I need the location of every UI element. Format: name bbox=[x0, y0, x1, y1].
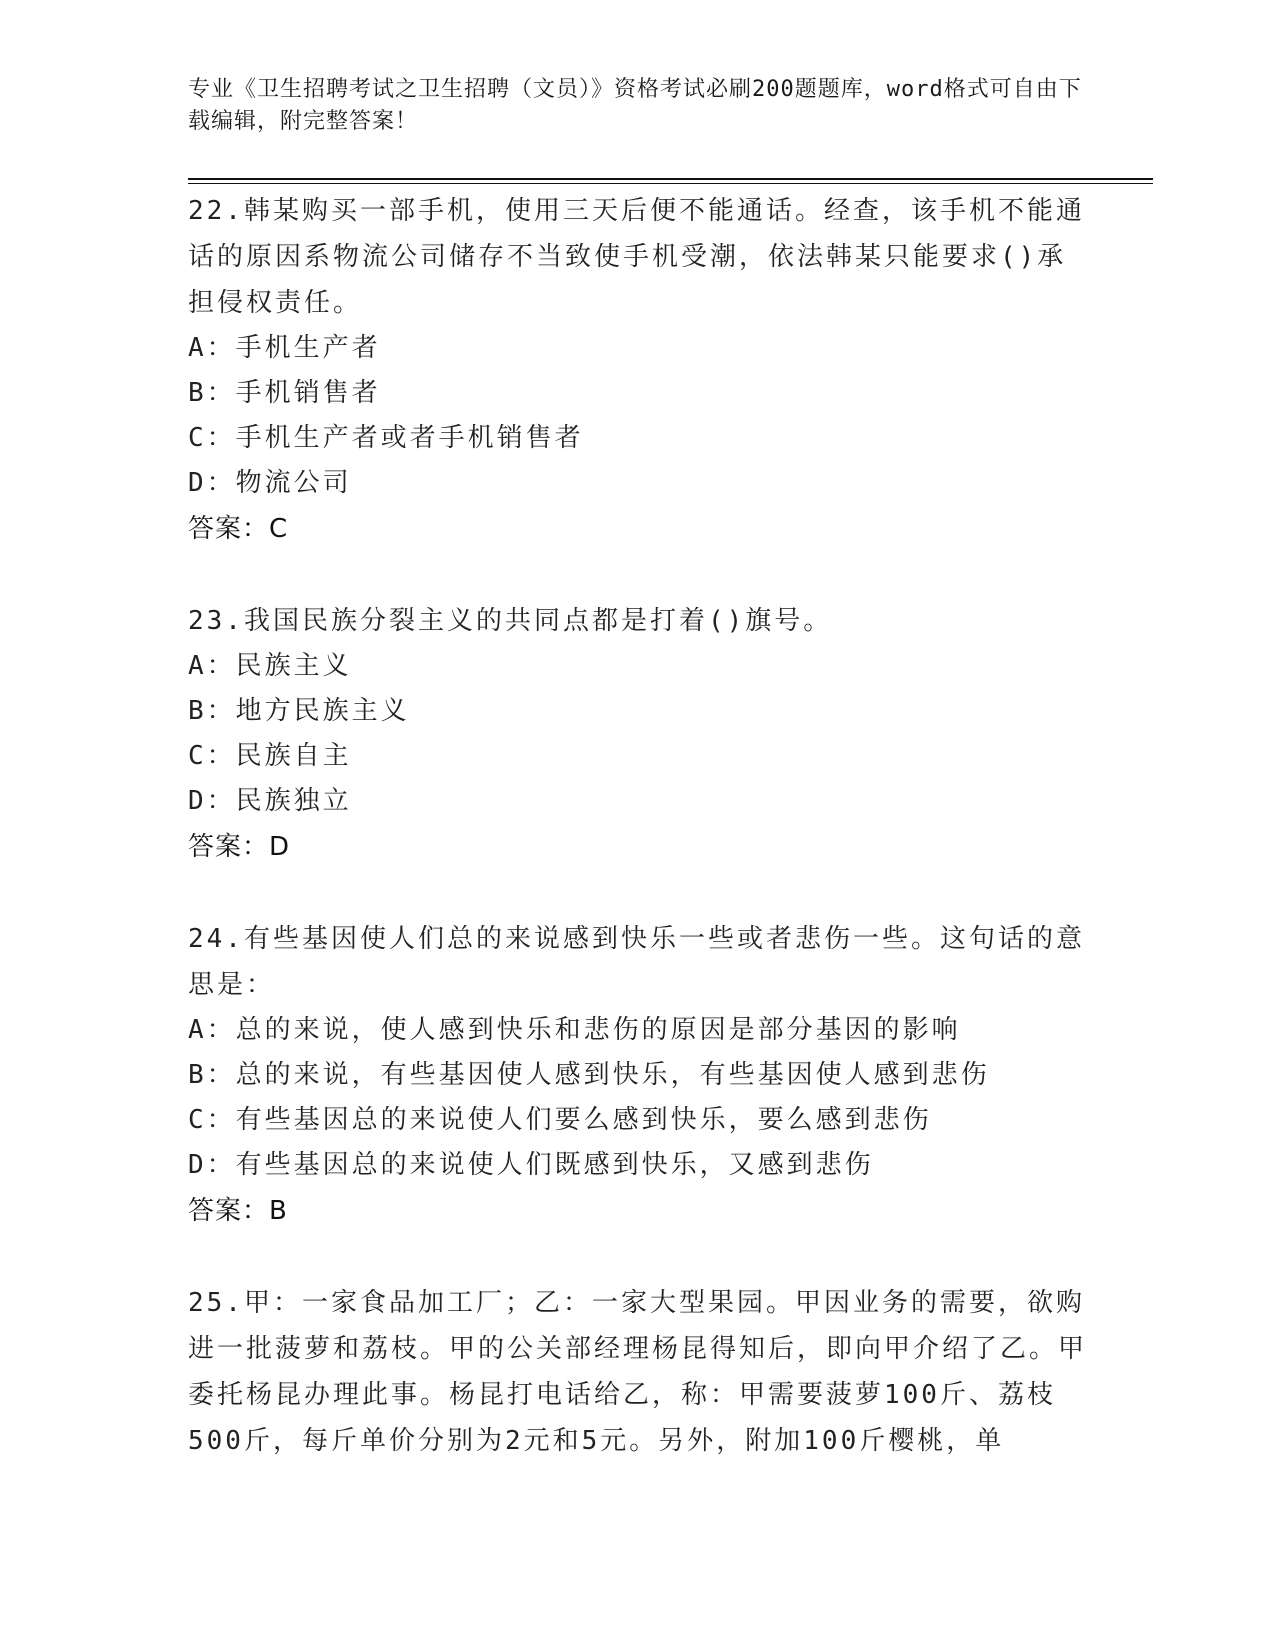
answer-line: 答案：C bbox=[188, 514, 289, 544]
option-b: B：地方民族主义 bbox=[188, 696, 410, 726]
document-header: 专业《卫生招聘考试之卫生招聘（文员）》资格考试必刷200题题库，word格式可自由下载编辑，附完整答案！ bbox=[188, 77, 1082, 134]
header-divider bbox=[188, 178, 1153, 180]
question-stem: 23.我国民族分裂主义的共同点都是打着()旗号。 bbox=[188, 606, 833, 636]
answer-line: 答案：B bbox=[188, 1196, 288, 1226]
option-a: A：总的来说，使人感到快乐和悲伤的原因是部分基因的影响 bbox=[188, 1015, 961, 1045]
question-list bbox=[188, 188, 1088, 1510]
option-c: C：手机生产者或者手机销售者 bbox=[188, 423, 584, 453]
answer-line: 答案：D bbox=[188, 832, 291, 862]
option-a: A：民族主义 bbox=[188, 651, 352, 681]
question-item bbox=[188, 916, 1088, 1234]
option-d: D：有些基因总的来说使人们既感到快乐，又感到悲伤 bbox=[188, 1150, 874, 1180]
option-b: B：手机销售者 bbox=[188, 378, 381, 408]
question-item bbox=[188, 1280, 1088, 1464]
option-c: C：民族自主 bbox=[188, 741, 352, 771]
question-stem: 25.甲：一家食品加工厂；乙：一家大型果园。甲因业务的需要，欲购进一批菠萝和荔枝。甲的公关部经理杨昆得知后，即向甲介绍了乙。甲委托杨昆办理此事。杨昆打电话给乙，称：甲需要菠萝100斤、荔枝500斤，每斤单价分别为2元和5元。另外，附加100斤樱桃，单 bbox=[188, 1288, 1088, 1456]
question-stem: 22.韩某购买一部手机，使用三天后便不能通话。经查，该手机不能通话的原因系物流公司储存不当致使手机受潮，依法韩某只能要求()承担侵权责任。 bbox=[188, 196, 1085, 318]
question-item bbox=[188, 598, 1088, 870]
header-divider-thin bbox=[188, 183, 1153, 184]
option-d: D：民族独立 bbox=[188, 786, 352, 816]
question-stem: 24.有些基因使人们总的来说感到快乐一些或者悲伤一些。这句话的意思是： bbox=[188, 924, 1085, 1000]
option-b: B：总的来说，有些基因使人感到快乐，有些基因使人感到悲伤 bbox=[188, 1060, 990, 1090]
option-a: A：手机生产者 bbox=[188, 333, 381, 363]
question-item bbox=[188, 188, 1088, 552]
option-c: C：有些基因总的来说使人们要么感到快乐，要么感到悲伤 bbox=[188, 1105, 932, 1135]
option-d: D：物流公司 bbox=[188, 468, 352, 498]
